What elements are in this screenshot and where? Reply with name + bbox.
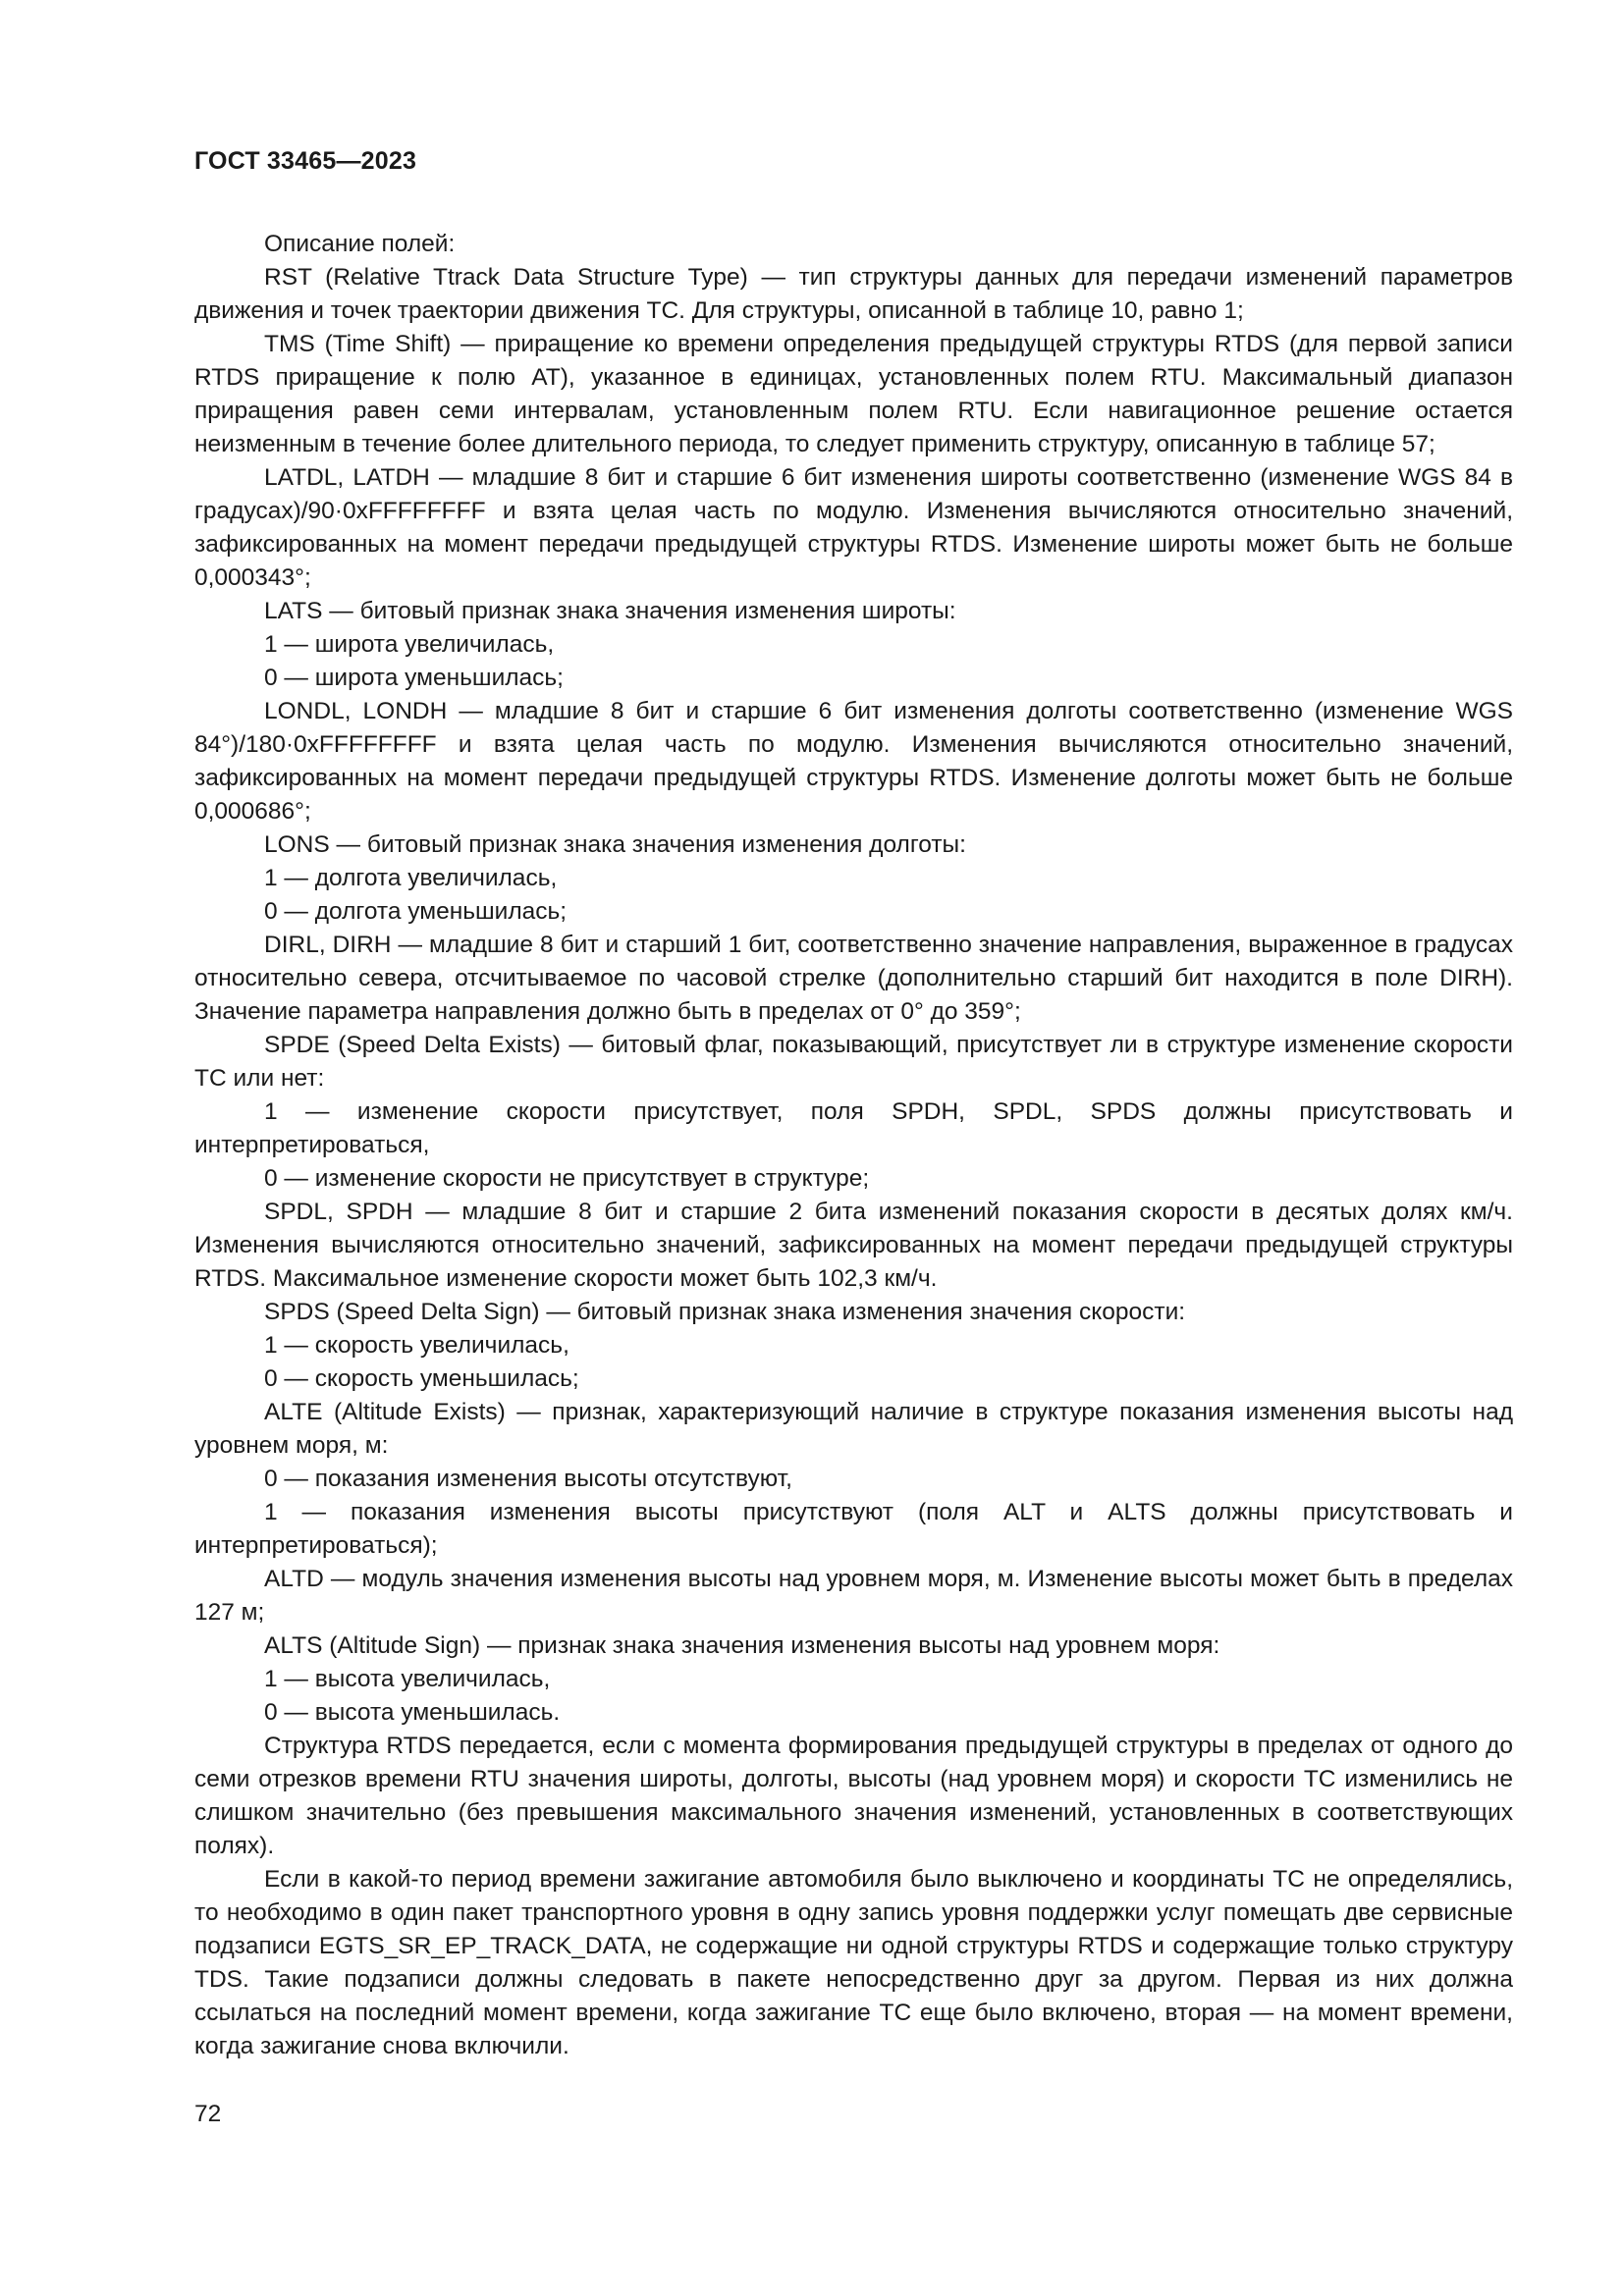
paragraph: Если в какой-то период времени зажигание автомобиля было выключено и координаты ТС не определялись, то необходимо в один пакет транспортного уровня в одну запись уровня поддержки услуг помещать две сервисные подзаписи EGTS_SR_EP_TRACK_DATA, не содержащие ни одной структуры RTDS и содержащие только структуру TDS. Такие подзаписи должны следовать в пакете непосредственно друг за другом. Первая из них должна ссылаться на последний момент времени, когда зажигание ТС еще было включено, вторая — на момент времени, когда зажигание снова включили. bbox=[194, 1866, 1513, 2059]
paragraph: SPDS (Speed Delta Sign) — битовый признак знака изменения значения скорости: bbox=[264, 1299, 1186, 1325]
paragraph: ALTD — модуль значения изменения высоты над уровнем моря, м. Изменение высоты может быть в пределах 127 м; bbox=[194, 1566, 1513, 1626]
paragraph: 0 — показания изменения высоты отсутствуют, bbox=[264, 1466, 792, 1492]
paragraph: LATDL, LATDH — младшие 8 бит и старшие 6 бит изменения широты соответственно (изменение WGS 84 в градусах)/90·0xFFFFFFFF и взята целая часть по модулю. Изменения вычисляются относительно значений, зафиксированных на момент передачи предыдущей структуры RTDS. Изменение широты может быть не больше 0,000343°; bbox=[194, 464, 1513, 591]
paragraph: 0 — изменение скорости не присутствует в структуре; bbox=[264, 1165, 870, 1192]
paragraph: Структура RTDS передается, если с момента формирования предыдущей структуры в пределах от одного до семи отрезков времени RTU значения широты, долготы, высоты (над уровнем моря) и скорости ТС изменились не слишком значительно (без превышения максимального значения изменений, установленных в соответствующих полях). bbox=[194, 1733, 1513, 1859]
paragraph: ALTE (Altitude Exists) — признак, характеризующий наличие в структуре показания изменения высоты над уровнем моря, м: bbox=[194, 1399, 1513, 1459]
paragraph: Описание полей: bbox=[264, 231, 456, 257]
paragraph: 0 — долгота уменьшилась; bbox=[264, 898, 568, 925]
paragraph: 1 — скорость увеличилась, bbox=[264, 1332, 569, 1359]
paragraph: SPDE (Speed Delta Exists) — битовый флаг, показывающий, присутствует ли в структуре изменение скорости ТС или нет: bbox=[194, 1032, 1513, 1092]
paragraph: TMS (Time Shift) — приращение ко времени определения предыдущей структуры RTDS (для первой записи RTDS приращение к полю AT), указанное в единицах, установленных полем RTU. Максимальный диапазон приращения равен семи интервалам, установленным полем RTU. Если навигационное решение остается неизменным в течение более длительного периода, то следует применить структуру, описанную в таблице 57; bbox=[194, 331, 1513, 457]
paragraph: SPDL, SPDH — младшие 8 бит и старшие 2 бита изменений показания скорости в десятых долях км/ч. Изменения вычисляются относительно значений, зафиксированных на момент передачи предыдущей структуры RTDS. Максимальное изменение скорости может быть 102,3 км/ч. bbox=[194, 1199, 1513, 1292]
page-number: 72 bbox=[194, 2101, 222, 2127]
document-header: ГОСТ 33465—2023 bbox=[194, 147, 417, 175]
paragraph: 0 — скорость уменьшилась; bbox=[264, 1365, 579, 1392]
paragraph: LONDL, LONDH — младшие 8 бит и старшие 6 бит изменения долготы соответственно (изменение WGS 84°)/180·0xFFFFFFFF и взята целая часть по модулю. Изменения вычисляются относительно значений, зафиксированных на момент передачи предыдущей структуры RTDS. Изменение долготы может быть не больше 0,000686°; bbox=[194, 698, 1513, 825]
paragraph: ALTS (Altitude Sign) — признак знака значения изменения высоты над уровнем моря: bbox=[264, 1632, 1220, 1659]
paragraph: 1 — долгота увеличилась, bbox=[264, 865, 558, 891]
paragraph: DIRL, DIRH — младшие 8 бит и старший 1 бит, соответственно значение направления, выраженное в градусах относительно севера, отсчитываемое по часовой стрелке (дополнительно старший бит находится в поле DIRH). Значение параметра направления должно быть в пределах от 0° до 359°; bbox=[194, 932, 1513, 1025]
paragraph: 1 — широта увеличилась, bbox=[264, 631, 555, 658]
paragraph: LONS — битовый признак знака значения изменения долготы: bbox=[264, 831, 966, 858]
document-body bbox=[194, 228, 1513, 2063]
paragraph: 0 — высота уменьшилась. bbox=[264, 1699, 561, 1726]
paragraph: 0 — широта уменьшилась; bbox=[264, 665, 564, 691]
paragraph: 1 — изменение скорости присутствует, поля SPDH, SPDL, SPDS должны присутствовать и интерпретироваться, bbox=[194, 1098, 1513, 1158]
paragraph: LATS — битовый признак знака значения изменения широты: bbox=[264, 598, 956, 624]
paragraph: RST (Relative Ttrack Data Structure Type) — тип структуры данных для передачи изменений параметров движения и точек траектории движения ТС. Для структуры, описанной в таблице 10, равно 1; bbox=[194, 264, 1513, 324]
paragraph: 1 — высота увеличилась, bbox=[264, 1666, 551, 1692]
paragraph: 1 — показания изменения высоты присутствуют (поля ALT и ALTS должны присутствовать и интерпретироваться); bbox=[194, 1499, 1513, 1559]
